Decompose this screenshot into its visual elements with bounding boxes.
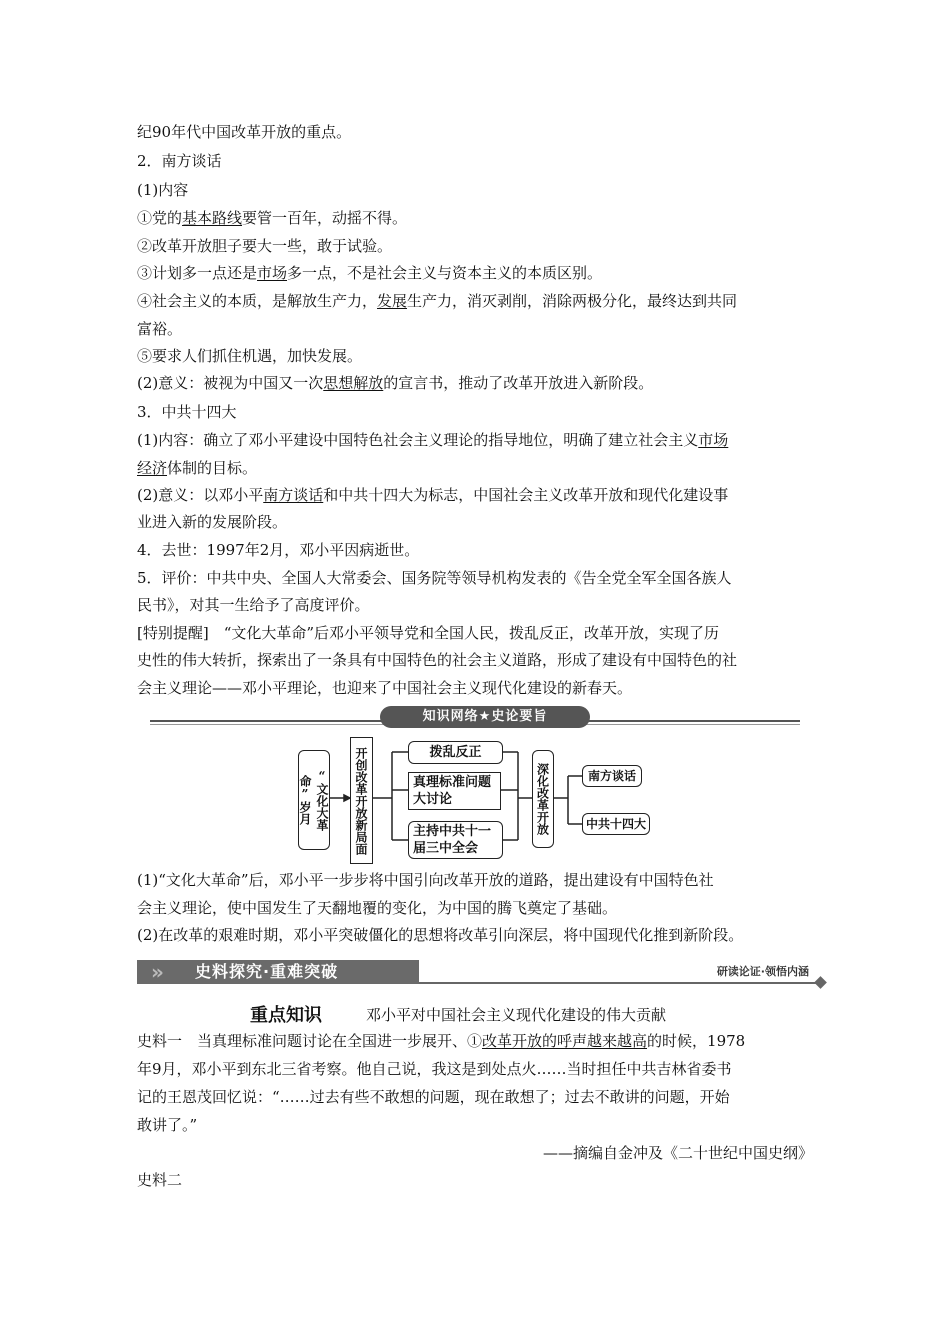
text-line: (2)在改革的艰难时期，邓小平突破僵化的思想将改革引向深层，将中国现代化推到新阶段。 bbox=[137, 926, 744, 944]
text-line: 史性的伟大转折，探索出了一条具有中国特色的社会主义道路，形成了建设有中国特色的社 bbox=[137, 651, 738, 669]
text-segment: ③计划多一点还是 bbox=[137, 264, 258, 282]
text-line: 会主义理论——邓小平理论，也迎来了中国社会主义现代化建设的新春天。 bbox=[137, 679, 633, 697]
section-heading: 4．去世：1997年2月，邓小平因病逝世。 bbox=[137, 541, 420, 559]
text-segment: 史料一 当真理标准问题讨论在全国进一步展开、① bbox=[137, 1032, 483, 1050]
diagram-box-truth-debate: 真理标准问题大讨论 bbox=[408, 772, 501, 810]
underlined-term: 发展 bbox=[377, 292, 408, 310]
text-line: 记的王恩茂回忆说：“……过去有些不敢想的问题，现在敢想了；过去不敢讲的问题，开始 bbox=[137, 1088, 730, 1106]
section-heading: 5．评价：中共中央、全国人大常委会、国务院等领导机构发表的《告全党全军全国各族人 bbox=[137, 569, 732, 587]
text-line: 会主义理论，使中国发生了天翻地覆的变化，为中国的腾飞奠定了基础。 bbox=[137, 899, 618, 917]
diagram-box-third-plenum: 主持中共十一届三中全会 bbox=[408, 821, 503, 859]
source-exploration-banner bbox=[137, 957, 827, 991]
underlined-term: 改革开放的呼声越来越高 bbox=[482, 1032, 648, 1050]
banner-rule bbox=[419, 982, 819, 984]
section-heading: 2．南方谈话 bbox=[137, 152, 222, 170]
diagram-box-deepen-reform: 深化改革开放 bbox=[532, 750, 554, 848]
text-segment: (1)内容：确立了邓小平建设中国特色社会主义理论的指导地位，明确了建立社会主义 bbox=[137, 431, 699, 449]
text-segment: 和中共十四大为标志，中国社会主义改革开放和现代化建设事 bbox=[323, 486, 729, 504]
text-line: 业进入新的发展阶段。 bbox=[137, 513, 288, 531]
diagram-box-cultural-revolution: “文化大革命”岁月 bbox=[298, 750, 330, 850]
text-segment: ④社会主义的本质，是解放生产力， bbox=[137, 292, 378, 310]
text-segment: 的时候，1978 bbox=[647, 1032, 746, 1050]
text-line: 民书》，对其一生给予了高度评价。 bbox=[137, 596, 370, 614]
diagram-box-14th-congress: 中共十四大 bbox=[582, 813, 650, 835]
text-line: 富裕。 bbox=[137, 320, 183, 338]
banner-subtitle: 研读论证·领悟内涵 bbox=[716, 965, 809, 978]
text-line: [特别提醒] “文化大革命”后邓小平领导党和全国人民，拨乱反正，改革开放，实现了历 bbox=[137, 624, 720, 642]
key-point-title: 重点知识 bbox=[250, 1005, 322, 1026]
citation: ——摘编自金冲及《二十世纪中国史纲》 bbox=[542, 1144, 813, 1162]
banner-title: 史料探究·重难突破 bbox=[195, 962, 339, 981]
text-segment: 体制的目标。 bbox=[167, 459, 258, 477]
diagram-box-boluan: 拨乱反正 bbox=[408, 741, 503, 764]
text-segment: 多一点，不是社会主义与资本主义的本质区别。 bbox=[287, 264, 603, 282]
underlined-term: 市场 bbox=[698, 431, 729, 449]
underlined-term: 思想解放 bbox=[323, 374, 384, 392]
underlined-term: 市场 bbox=[257, 264, 288, 282]
text-segment: 的宣言书，推动了改革开放进入新阶段。 bbox=[383, 374, 654, 392]
text-line: 年9月，邓小平到东北三省考察。他自己说，我这是到处点火……当时担任中共吉林省委书 bbox=[137, 1060, 732, 1078]
text-segment: ①党的 bbox=[137, 209, 183, 227]
double-chevron-icon: » bbox=[151, 960, 164, 984]
diagram-box-southern-tour: 南方谈话 bbox=[582, 765, 642, 787]
section-heading: 3．中共十四大 bbox=[137, 403, 237, 421]
text-line: 史料二 bbox=[137, 1171, 183, 1189]
text-line: (1)内容 bbox=[137, 181, 189, 199]
text-segment: (2)意义：以邓小平 bbox=[137, 486, 264, 504]
diagram-box-open-new-era: 开创改革开放新局面 bbox=[350, 737, 373, 864]
text-line: (1)“文化大革命”后，邓小平一步步将中国引向改革开放的道路，提出建设有中国特色社 bbox=[137, 871, 714, 889]
text-line: 纪90年代中国改革开放的重点。 bbox=[137, 123, 352, 141]
text-line bbox=[137, 1031, 745, 1051]
banner-title: 知识网络★史论要旨 bbox=[380, 706, 590, 728]
text-line: ②改革开放胆子要大一些，敢于试验。 bbox=[137, 237, 393, 255]
underlined-term: 南方谈话 bbox=[263, 486, 324, 504]
text-line: 敢讲了。” bbox=[137, 1116, 198, 1134]
underlined-term: 基本路线 bbox=[182, 209, 243, 227]
text-segment: 生产力，消灭剥削，消除两极分化，最终达到共同 bbox=[407, 292, 738, 310]
diamond-icon bbox=[814, 976, 827, 989]
text-segment: 要管一百年，动摇不得。 bbox=[242, 209, 408, 227]
underlined-term: 经济 bbox=[137, 459, 168, 477]
text-segment: (2)意义：被视为中国又一次 bbox=[137, 374, 324, 392]
key-point-subtitle: 邓小平对中国社会主义现代化建设的伟大贡献 bbox=[366, 1006, 667, 1024]
text-line: ⑤要求人们抓住机遇，加快发展。 bbox=[137, 347, 363, 365]
